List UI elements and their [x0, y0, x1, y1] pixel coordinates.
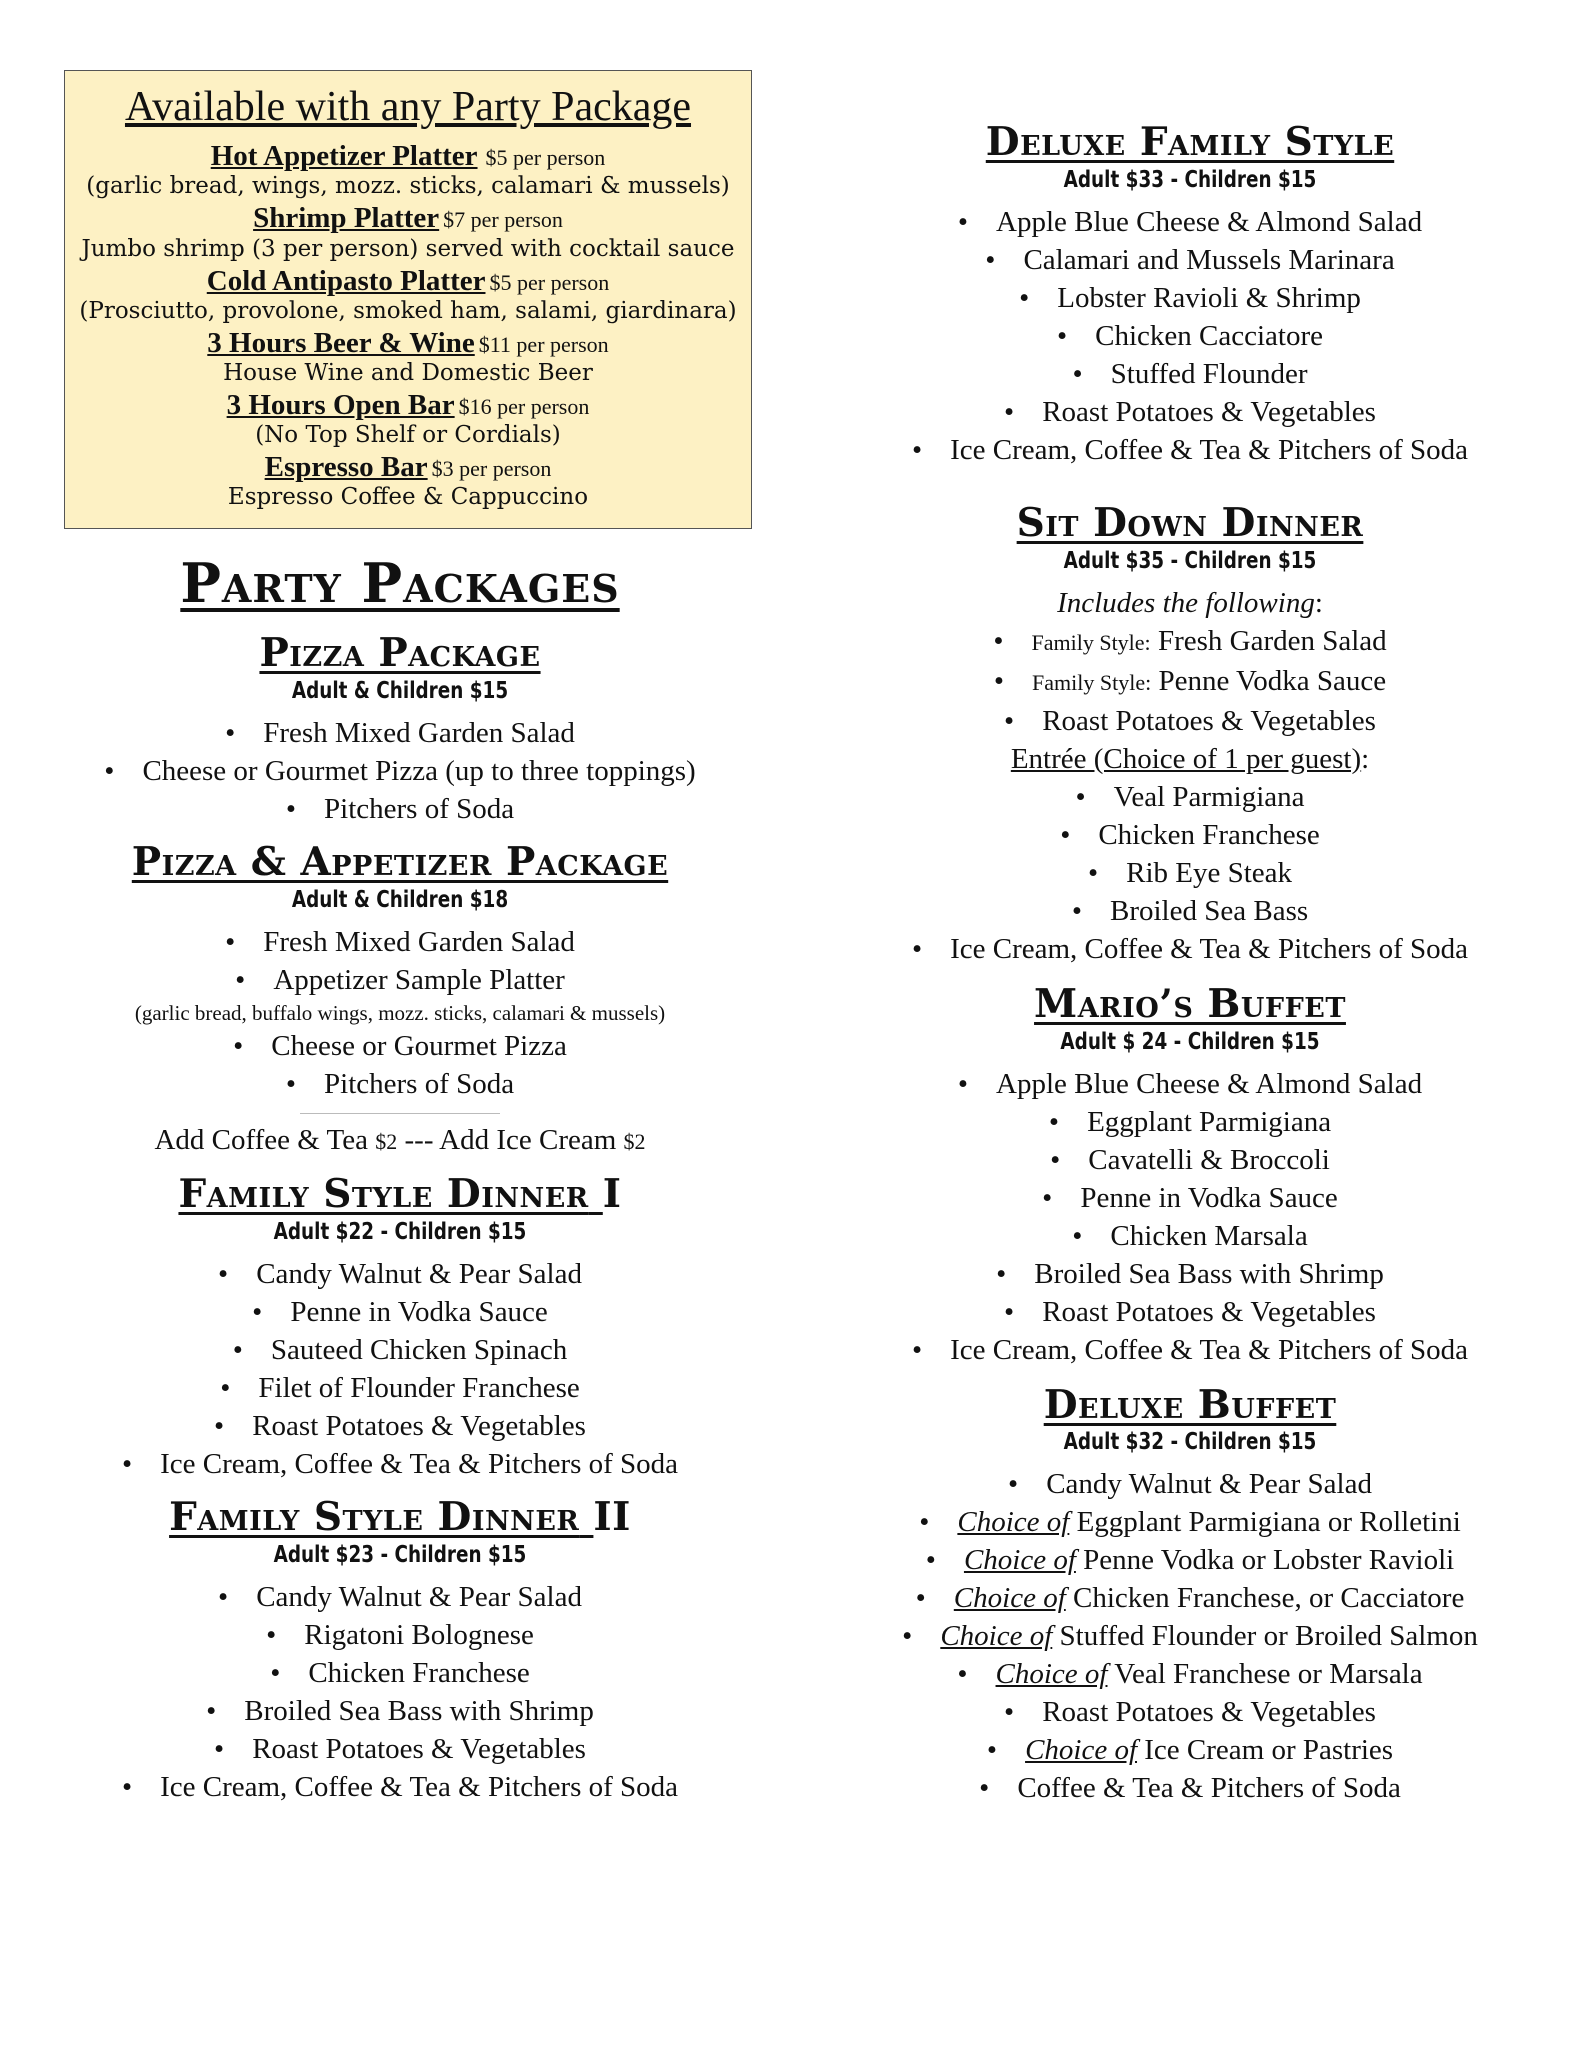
package-price: Adult $23 - Children $15 [273, 1541, 527, 1568]
includes-text: Includes the following [1057, 586, 1315, 619]
includes-colon: : [1314, 586, 1323, 619]
pizza-appetizer-package [40, 840, 760, 1160]
package-items [40, 1255, 760, 1483]
deluxe-buffet [850, 1383, 1530, 1808]
item-text: Chicken Franchese, or Cacciatore [1073, 1582, 1465, 1615]
addon-desc: Jumbo shrimp (3 per person) served with cocktail sauce [81, 235, 735, 262]
list-item: • Calamari and Mussels Marinara [850, 241, 1530, 279]
list-item: • Chicken Franchese [850, 816, 1530, 854]
list-item: • Roast Potatoes & Vegetables [40, 1730, 760, 1768]
list-item: • Candy Walnut & Pear Salad [40, 1255, 760, 1293]
add-ice-price: $2 [623, 1129, 646, 1155]
package-price: Adult $22 - Children $15 [273, 1218, 527, 1245]
list-item: • Ice Cream, Coffee & Tea & Pitchers of Soda [850, 930, 1530, 968]
family-style-dinner-2 [40, 1495, 760, 1806]
pizza-package [40, 631, 760, 828]
addon-name: 3 Hours Open Bar [226, 388, 455, 421]
package-price: Adult & Children $18 [291, 887, 509, 914]
addon-item [75, 450, 741, 484]
package-title: Mario’s Buffet [1034, 980, 1346, 1027]
list-item: • Penne in Vodka Sauce [850, 1179, 1530, 1217]
package-items [40, 714, 760, 828]
addons-box [64, 70, 752, 529]
entree-heading [850, 740, 1530, 778]
addon-price: $16 per person [458, 393, 590, 419]
addon-desc: Espresso Coffee & Cappuccino [227, 484, 589, 511]
addon-name: 3 Hours Beer & Wine [207, 326, 475, 359]
package-price: Adult & Children $15 [291, 678, 509, 705]
list-item: • Broiled Sea Bass [850, 892, 1530, 930]
list-item: • Roast Potatoes & Vegetables [850, 1293, 1530, 1331]
item-text: Penne Vodka Sauce [1158, 664, 1387, 697]
addon-name: Shrimp Platter [253, 202, 440, 235]
package-title: Pizza Package [259, 630, 541, 677]
addon-desc: (garlic bread, wings, mozz. sticks, calamari & mussels) [86, 173, 730, 200]
list-item: • Roast Potatoes & Vegetables [40, 1407, 760, 1445]
family-style-dinner-1 [40, 1172, 760, 1483]
package-title [40, 1172, 760, 1217]
family-style-label: Family Style: [1031, 629, 1151, 655]
list-item: • Coffee & Tea & Pitchers of Soda [850, 1769, 1530, 1807]
addons-title: Available with any Party Package [124, 84, 692, 130]
list-item [850, 662, 1530, 702]
package-numeral: I [602, 1171, 622, 1218]
platter-note: (garlic bread, buffalo wings, mozz. sticks, calamari & mussels) [134, 1001, 666, 1026]
list-item [850, 1541, 1530, 1579]
add-separator: --- [404, 1124, 434, 1157]
package-items [850, 1065, 1530, 1369]
add-coffee-label: Add Coffee & Tea [154, 1124, 368, 1157]
list-item: • Rib Eye Steak [850, 854, 1530, 892]
list-item: • Ice Cream, Coffee & Tea & Pitchers of Soda [40, 1768, 760, 1806]
package-title-text: Family Style Dinner [178, 1171, 589, 1218]
package-items [850, 622, 1530, 740]
entree-items [850, 778, 1530, 968]
item-text: Fresh Garden Salad [1157, 624, 1387, 657]
package-items [40, 923, 760, 999]
sit-down-dinner [850, 501, 1530, 968]
list-item: • Cheese or Gourmet Pizza (up to three toppings) [40, 752, 760, 790]
right-column [850, 120, 1530, 1819]
list-item: • Chicken Franchese [40, 1654, 760, 1692]
package-price: Adult $35 - Children $15 [1063, 547, 1317, 574]
choice-label: Choice of [957, 1506, 1070, 1539]
list-item: • Broiled Sea Bass with Shrimp [40, 1692, 760, 1730]
addon-price: $7 per person [443, 207, 563, 233]
list-item: • Apple Blue Cheese & Almond Salad [850, 1065, 1530, 1103]
list-item: • Rigatoni Bolognese [40, 1616, 760, 1654]
addon-item [75, 388, 741, 422]
list-item: • Pitchers of Soda [40, 1065, 760, 1103]
choice-label: Choice of [940, 1620, 1053, 1653]
list-item [850, 622, 1530, 662]
package-items [40, 1578, 760, 1806]
package-numeral: II [593, 1493, 631, 1540]
list-item: • Pitchers of Soda [40, 790, 760, 828]
list-item [850, 1655, 1530, 1693]
addon-name: Hot Appetizer Platter [210, 140, 478, 173]
entree-label: Entrée (Choice of 1 per guest) [1010, 742, 1362, 775]
list-item: • Fresh Mixed Garden Salad [40, 714, 760, 752]
page-title: Party Packages [180, 551, 620, 616]
package-title [40, 1495, 760, 1540]
addon-price: $5 per person [489, 269, 610, 295]
package-title: Sit Down Dinner [1016, 499, 1364, 546]
list-item [850, 1731, 1530, 1769]
list-item: • Eggplant Parmigiana [850, 1103, 1530, 1141]
addon-name: Cold Antipasto Platter [206, 264, 486, 297]
addon-price: $11 per person [478, 331, 609, 357]
addon-desc: (Prosciutto, provolone, smoked ham, salami, giardinara) [79, 297, 737, 324]
addon-price: $5 per person [485, 145, 606, 171]
package-title: Deluxe Buffet [1043, 1381, 1337, 1428]
family-style-label: Family Style: [1032, 669, 1152, 695]
item-text: Eggplant Parmigiana or Rolletini [1076, 1506, 1461, 1539]
addon-desc: (No Top Shelf or Cordials) [255, 422, 561, 449]
list-item: • Veal Parmigiana [850, 778, 1530, 816]
left-column [40, 70, 760, 1818]
addons-list [75, 139, 741, 510]
addon-item [75, 264, 741, 298]
list-item: • Chicken Marsala [850, 1217, 1530, 1255]
package-title-text: Family Style Dinner [169, 1493, 580, 1540]
choice-label: Choice of [995, 1658, 1108, 1691]
list-item: • Chicken Cacciatore [850, 317, 1530, 355]
item-text: Veal Franchese or Marsala [1114, 1658, 1423, 1691]
list-item: • Stuffed Flounder [850, 355, 1530, 393]
addon-item [75, 326, 741, 360]
list-item [850, 1579, 1530, 1617]
list-item: • Roast Potatoes & Vegetables [850, 702, 1530, 740]
list-item: • Candy Walnut & Pear Salad [850, 1465, 1530, 1503]
add-on-line [40, 1122, 760, 1160]
package-items-continued [40, 1027, 760, 1103]
list-item: • Lobster Ravioli & Shrimp [850, 279, 1530, 317]
addon-desc: House Wine and Domestic Beer [223, 359, 593, 386]
list-item: • Broiled Sea Bass with Shrimp [850, 1255, 1530, 1293]
deluxe-family-style [850, 120, 1530, 469]
package-items [850, 1465, 1530, 1807]
package-title: Deluxe Family Style [985, 119, 1395, 165]
choice-label: Choice of [963, 1544, 1076, 1577]
addon-name: Espresso Bar [264, 451, 428, 484]
add-ice-label: Add Ice Cream [439, 1124, 617, 1157]
list-item: • Roast Potatoes & Vegetables [850, 1693, 1530, 1731]
item-text: Ice Cream or Pastries [1144, 1734, 1394, 1767]
package-items [850, 203, 1530, 469]
list-item [850, 1503, 1530, 1541]
item-text: Penne Vodka or Lobster Ravioli [1083, 1544, 1455, 1577]
list-item: • Penne in Vodka Sauce [40, 1293, 760, 1331]
list-item [850, 1617, 1530, 1655]
list-item: • Filet of Flounder Franchese [40, 1369, 760, 1407]
addon-item [75, 139, 741, 173]
list-item: • Appetizer Sample Platter [40, 961, 760, 999]
entree-colon: : [1361, 742, 1370, 775]
list-item: • Roast Potatoes & Vegetables [850, 393, 1530, 431]
list-item: • Ice Cream, Coffee & Tea & Pitchers of Soda [850, 431, 1530, 469]
list-item: • Candy Walnut & Pear Salad [40, 1578, 760, 1616]
package-price: Adult $33 - Children $15 [1063, 166, 1317, 193]
package-title: Pizza & Appetizer Package [131, 839, 669, 886]
list-item: • Cheese or Gourmet Pizza [40, 1027, 760, 1065]
list-item: • Cavatelli & Broccoli [850, 1141, 1530, 1179]
list-item: • Apple Blue Cheese & Almond Salad [850, 203, 1530, 241]
item-text: Stuffed Flounder or Broiled Salmon [1059, 1620, 1478, 1653]
add-coffee-price: $2 [375, 1129, 398, 1155]
addon-price: $3 per person [431, 456, 552, 482]
list-item: • Ice Cream, Coffee & Tea & Pitchers of Soda [850, 1331, 1530, 1369]
package-price: Adult $ 24 - Children $15 [1060, 1028, 1320, 1055]
choice-label: Choice of [953, 1582, 1066, 1615]
list-item: • Sauteed Chicken Spinach [40, 1331, 760, 1369]
divider [300, 1113, 500, 1114]
choice-label: Choice of [1025, 1734, 1138, 1767]
list-item: • Ice Cream, Coffee & Tea & Pitchers of Soda [40, 1445, 760, 1483]
list-item: • Fresh Mixed Garden Salad [40, 923, 760, 961]
marios-buffet [850, 982, 1530, 1369]
package-price: Adult $32 - Children $15 [1063, 1429, 1317, 1456]
addon-item [75, 201, 741, 235]
includes-intro [850, 584, 1530, 622]
